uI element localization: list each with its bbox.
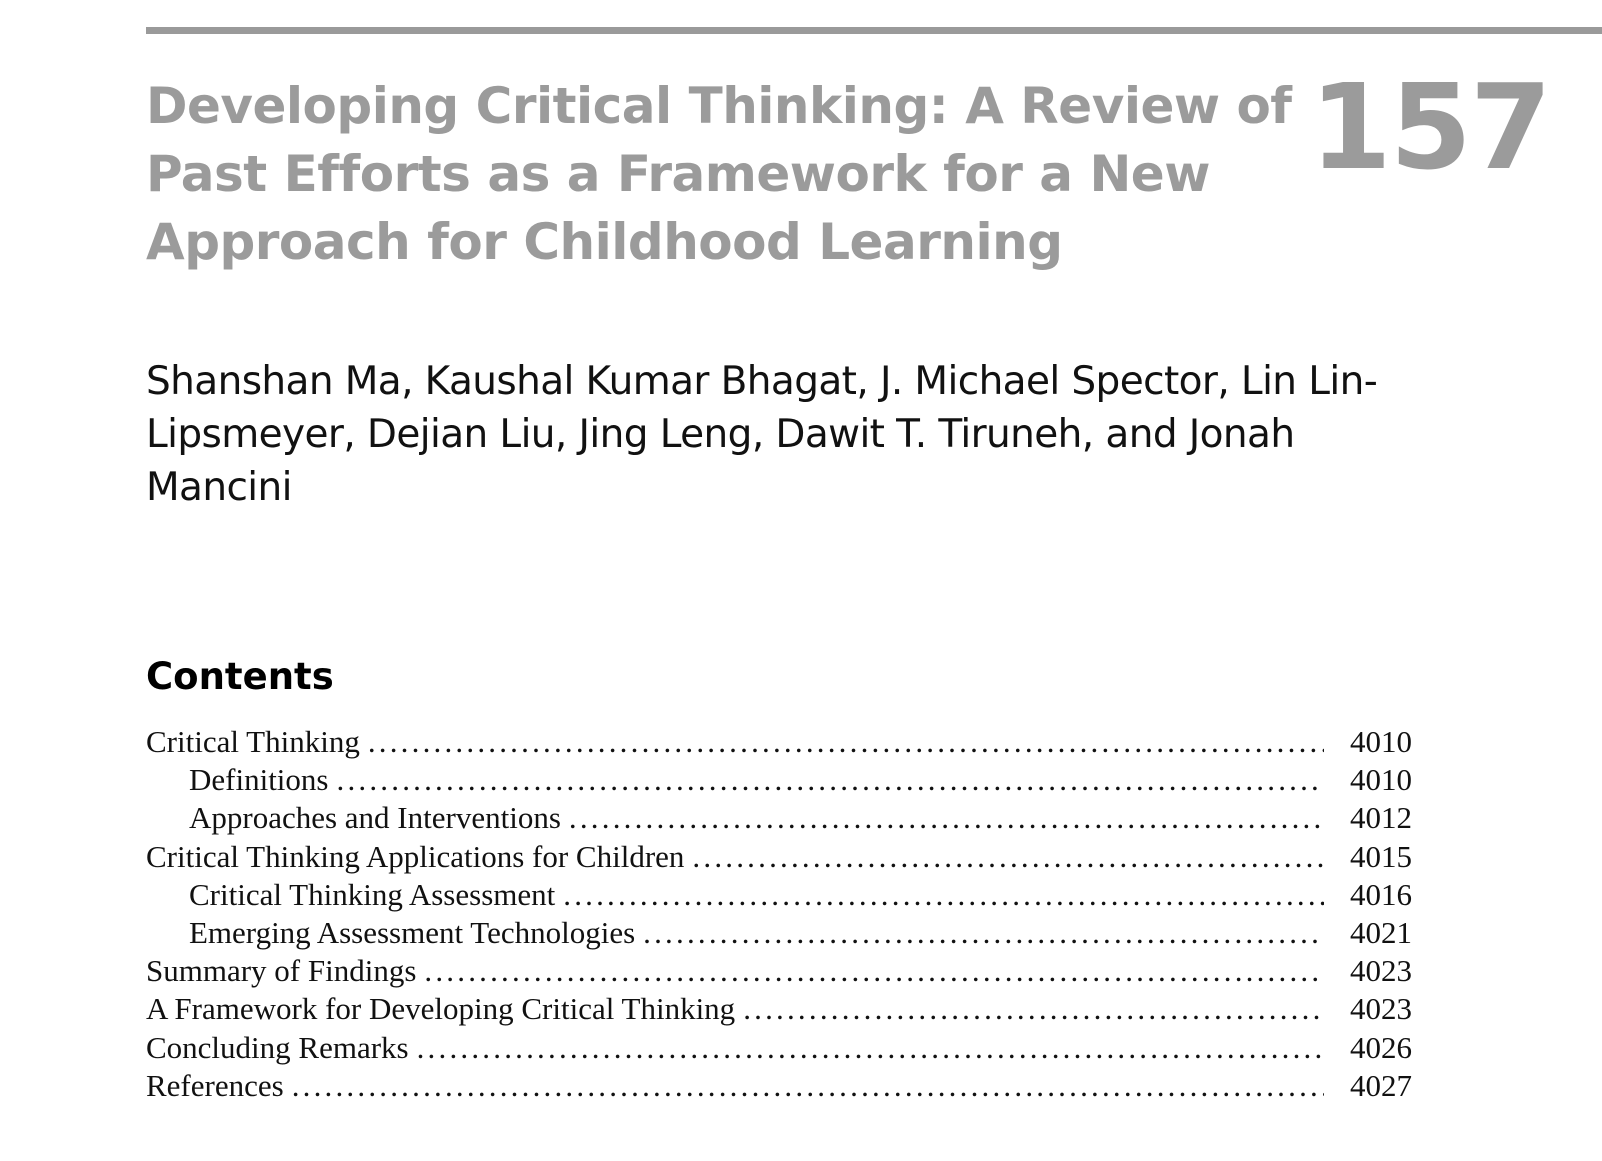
toc-dot-leader <box>424 952 1324 990</box>
toc-dot-leader <box>417 1029 1324 1067</box>
top-rule <box>146 27 1602 34</box>
toc-entry[interactable] <box>146 952 1412 990</box>
toc-entry-label: Critical Thinking <box>146 724 360 759</box>
toc-entry-page: 4012 <box>1350 800 1412 836</box>
toc-dot-leader <box>692 838 1324 876</box>
toc-entry-page: 4016 <box>1350 876 1412 912</box>
toc-entry[interactable] <box>146 799 1412 837</box>
toc-entry[interactable] <box>146 1067 1412 1105</box>
toc-entry-label: Emerging Assessment Technologies <box>189 914 636 950</box>
toc-entry[interactable] <box>146 838 1412 876</box>
toc-dot-leader <box>292 1067 1324 1105</box>
toc-dot-leader <box>743 990 1324 1028</box>
contents-heading: Contents <box>146 655 334 698</box>
toc-entry-label: Critical Thinking Applications for Children <box>146 838 685 874</box>
toc-dot-leader <box>569 799 1324 837</box>
toc-entry-label: Critical Thinking Assessment <box>189 876 556 912</box>
toc-entry[interactable] <box>146 723 1412 761</box>
toc-entry[interactable] <box>146 761 1412 799</box>
chapter-number: 157 <box>1309 58 1550 196</box>
toc-entry-page: 4021 <box>1350 914 1412 950</box>
toc-entry-label: References <box>146 1067 284 1103</box>
toc-entry-label: Definitions <box>189 762 329 798</box>
author-list: Shanshan Ma, Kaushal Kumar Bhagat, J. Michael Spector, Lin Lin-Lipsmeyer, Dejian Liu, Jing Leng, Dawit T. Tiruneh, and Jonah Mancini <box>146 359 1378 510</box>
toc-entry[interactable] <box>146 990 1412 1028</box>
toc-entry-page: 4026 <box>1350 1029 1412 1065</box>
toc-dot-leader <box>643 914 1324 952</box>
chapter-title: Developing Critical Thinking: A Review of Past Efforts as a Framework for a New Approach for Childhood Learning <box>146 77 1292 271</box>
toc-entry-page: 4015 <box>1350 838 1412 874</box>
toc-entry-label: A Framework for Developing Critical Thinking <box>146 991 736 1027</box>
toc-dot-leader <box>563 876 1324 914</box>
toc-entry-label: Concluding Remarks <box>146 1029 409 1065</box>
toc-entry-page: 4023 <box>1350 991 1412 1027</box>
table-of-contents <box>146 723 1412 1105</box>
toc-entry-page: 4010 <box>1350 762 1412 798</box>
toc-entry[interactable] <box>146 876 1412 914</box>
toc-entry[interactable] <box>146 914 1412 952</box>
toc-entry-page: 4010 <box>1350 724 1412 759</box>
toc-dot-leader <box>368 723 1324 761</box>
toc-entry[interactable] <box>146 1029 1412 1067</box>
toc-dot-leader <box>337 761 1325 799</box>
toc-entry-label: Summary of Findings <box>146 953 417 989</box>
toc-entry-page: 4027 <box>1350 1067 1412 1103</box>
toc-entry-label: Approaches and Interventions <box>189 800 561 836</box>
toc-entry-page: 4023 <box>1350 953 1412 989</box>
